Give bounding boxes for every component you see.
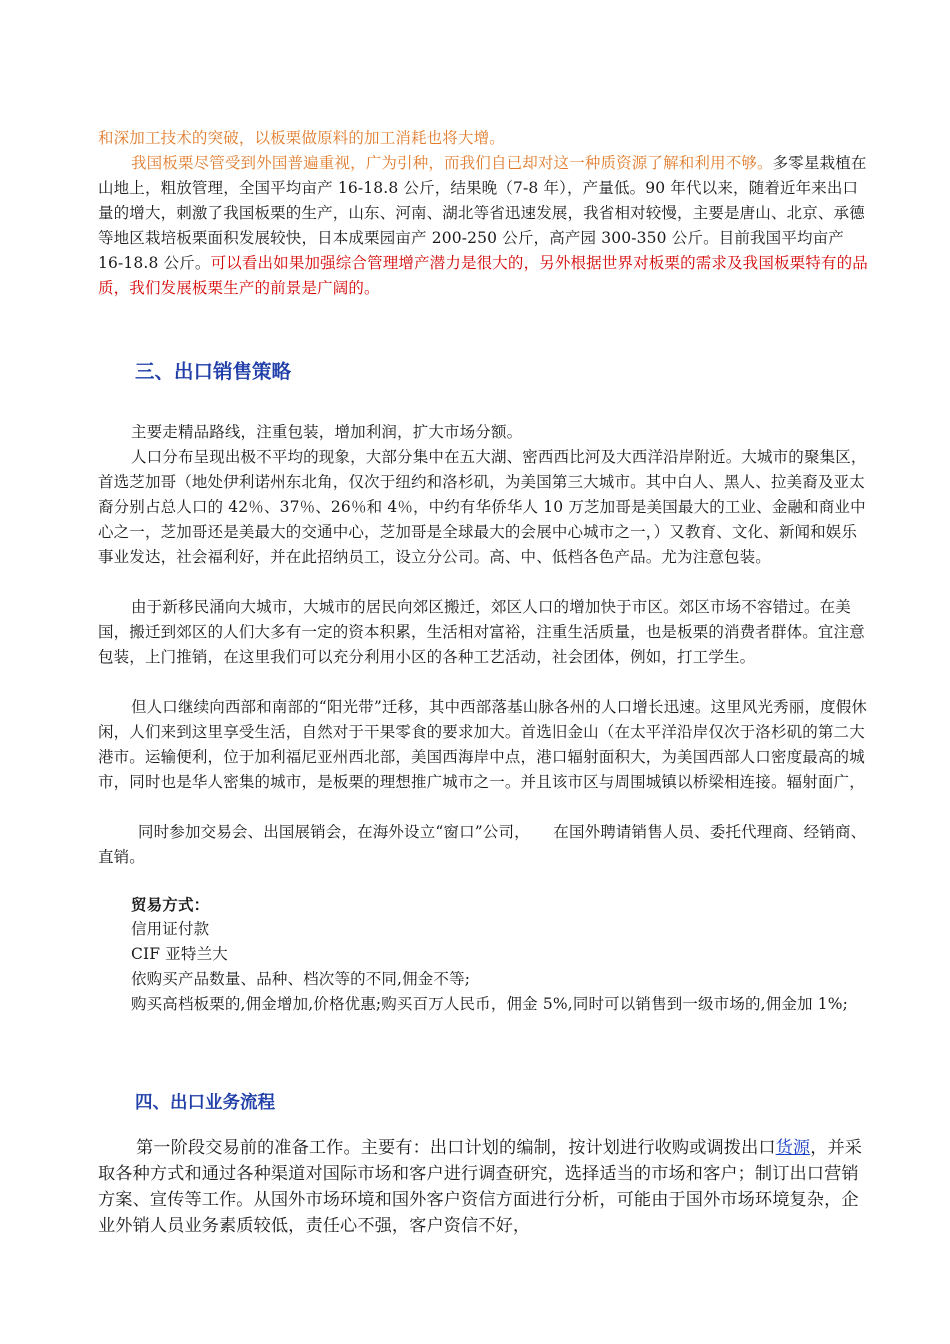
trade-item-2: CIF 亚特兰大 <box>131 945 228 963</box>
intro-paragraph <box>98 151 868 301</box>
section3-paragraph-3: 由于新移民涌向大城市，大城市的居民向郊区搬迁，郊区人口的增加快于市区。郊区市场不容错过。在美国，搬迁到郊区的人们大多有一定的资本积累，生活相对富裕，注重生活质量，也是板栗的消费者群体。宜注意包装，上门推销，在这里我们可以充分利用小区的各种工艺活动，社会团体，例如，打工学生。 <box>98 598 865 666</box>
section3-paragraph-5: 同时参加交易会、出国展销会，在海外设立“窗口”公司， 在国外聘请销售人员、委托代理商、经销商、直销。 <box>98 823 867 866</box>
intro-line: 和深加工技术的突破，以板栗做原料的加工消耗也将大增。 <box>98 129 505 147</box>
intro-red-text: 可以看出如果加强综合管理增产潜力是很大的，另外根据世界对板栗的需求及我国板栗特有的品质，我们发展板栗生产的前景是广阔的。 <box>98 254 868 297</box>
intro-body-text: 多零星栽植在山地上，粗放管理，全国平均亩产 16-18.8 公斤，结果晚（7-8 年），产量低。90 年代以来，随着近年来出口量的增大，刺激了我国板栗的生产，山东、河南、湖北等省迅速发展，我省相对较慢，主要是唐山、北京、承德等地区栽培板栗面积发展较快，日本成栗园亩产 200-250 公斤，高产园 300-350 公斤。目前我国平均亩产 16-18.8 公斤。 <box>98 154 867 272</box>
section4-paragraph-1 <box>98 1135 868 1239</box>
trade-method-heading: 贸易方式： <box>131 895 210 914</box>
trade-item-1: 信用证付款 <box>131 920 210 938</box>
section3-paragraph-4: 但人口继续向西部和南部的“阳光带”迁移，其中西部落基山脉各州的人口增长迅速。这里风光秀丽，度假休闲，人们来到这里享受生活，自然对于干果零食的要求加大。首选旧金山（在太平洋沿岸仅次于洛杉矶的第二大港市。运输便利，位于加利福尼亚州西北部，美国西海岸中点，港口辐射面积大，为美国西部人口密度最高的城市，同时也是华人密集的城市，是板栗的理想推广城市之一。并且该市区与周围城镇以桥梁相连接。辐射面广， <box>98 698 868 791</box>
section4-text-a: 第一阶段交易前的准备工作。主要有：出口计划的编制，按计划进行收购或调拨出口 <box>136 1138 776 1158</box>
trade-item-4: 购买高档板栗的,佣金增加,价格优惠;购买百万人民币，佣金 5%,同时可以销售到一级市场的,佣金加 1%; <box>131 995 848 1013</box>
trade-item-3: 依购买产品数量、品种、档次等的不同,佣金不等; <box>131 970 471 988</box>
goods-source-link[interactable]: 货源 <box>775 1138 811 1158</box>
section3-paragraph-1: 主要走精品路线，注重包装，增加利润，扩大市场分额。 <box>131 423 523 441</box>
section4-text-b: ，并采取各种方式和通过各种渠道对国际市场和客户进行调查研究，选择适当的市场和客户；制订出口营销方案、宣传等工作。从国外市场环境和国外客户资信方面进行分析，可能由于国外市场环境复杂，企业外销人员业务素质较低，责任心不强，客户资信不好， <box>98 1138 863 1236</box>
intro-orange-text: 我国板栗尽管受到外国普遍重视，广为引种，而我们自已却对这一种质资源了解和利用不够。 <box>131 154 773 172</box>
section4-heading: 四、出口业务流程 <box>135 1093 275 1113</box>
section3-paragraph-2: 人口分布呈现出极不平均的现象，大部分集中在五大湖、密西西比河及大西洋沿岸附近。大城市的聚集区，首选芝加哥（地处伊利诺州东北角，仅次于纽约和洛杉矶，为美国第三大城市。其中白人、黑人、拉美裔及亚太裔分别占总人口的 42％、37％、26％和 4％，中约有华侨华人 10 万芝加哥是美国最大的工业、金融和商业中心之一，芝加哥还是美最大的交通中心，芝加哥是全球最大的会展中心城市之一，）又教育、文化、新闻和娱乐事业发达，社会福利好，并在此招纳员工，设立分公司。高、中、低档各色产品。尤为注意包装。 <box>98 448 867 566</box>
section3-heading: 三、出口销售策略 <box>135 360 292 383</box>
